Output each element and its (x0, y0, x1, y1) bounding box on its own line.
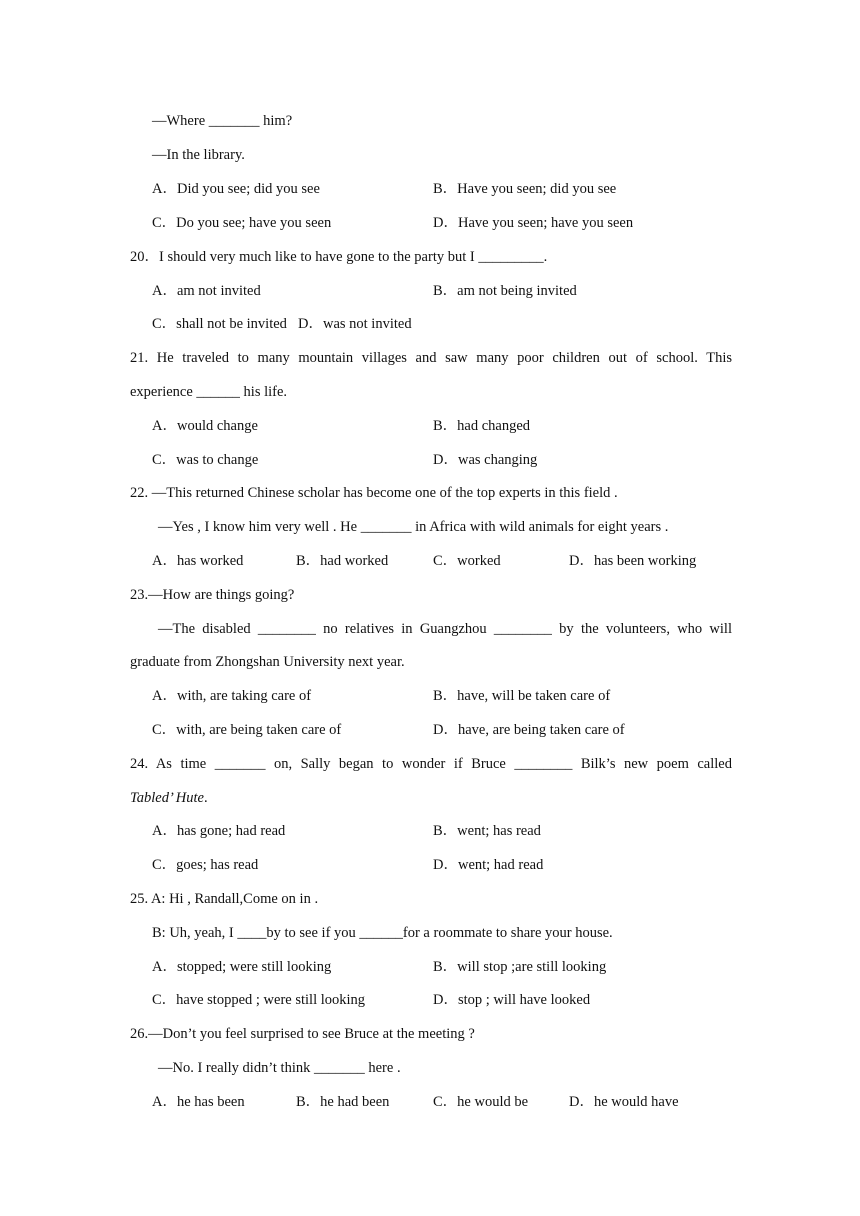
q23-option-b: B．have, will be taken care of (433, 688, 611, 704)
q22-option-a: A．has worked (152, 553, 244, 569)
q23-stem-line2: —The disabled ________ no relatives in Guangzhou ________ by the volunteers, who will (158, 621, 732, 637)
q23-stem-line3: graduate from Zhongshan University next year. (130, 654, 405, 670)
q23-option-c: C．with, are being taken care of (152, 722, 342, 738)
q22-option-c: C．worked (433, 553, 501, 569)
q25-option-d: D．stop ; will have looked (433, 992, 591, 1008)
q21-option-c: C．was to change (152, 452, 259, 468)
q21-option-b: B．had changed (433, 418, 531, 434)
q26-option-b: B．he had been (296, 1094, 390, 1110)
q21-option-a: A．would change (152, 418, 258, 434)
q23-stem-line1: 23.—How are things going? (130, 587, 295, 603)
q25-option-b: B．will stop ;are still looking (433, 959, 607, 975)
q21-stem-line1: 21. He traveled to many mountain villages and saw many poor children out of school. This (130, 350, 732, 366)
q21-stem-line2: experience ______ his life. (130, 384, 288, 400)
q20-option-a: A．am not invited (152, 283, 261, 299)
q22-stem-line2: —Yes , I know him very well . He _______ in Africa with wild animals for eight years . (158, 519, 669, 535)
q20-option-c: C．shall not be invited (152, 316, 287, 332)
q20-option-d: D．was not invited (298, 316, 412, 332)
q20-option-b: B．am not being invited (433, 283, 577, 299)
q19-option-b: B．Have you seen; did you see (433, 181, 617, 197)
q25-stem-line1: 25. A: Hi , Randall,Come on in . (130, 891, 319, 907)
q24-option-b: B．went; has read (433, 823, 541, 839)
q26-option-a: A．he has been (152, 1094, 245, 1110)
q26-stem-line1: 26.—Don’t you feel surprised to see Bruce at the meeting ? (130, 1026, 475, 1042)
q26-option-c: C．he would be (433, 1094, 529, 1110)
dialog-line-library: —In the library. (152, 147, 245, 163)
q22-option-b: B．had worked (296, 553, 389, 569)
q23-option-d: D．have, are being taken care of (433, 722, 625, 738)
poem-title: Tabled’ Hute (130, 790, 204, 806)
q19-option-c: C．Do you see; have you seen (152, 215, 332, 231)
dialog-line-where: —Where _______ him? (152, 113, 293, 129)
q24-stem-line1: 24. As time _______ on, Sally began to wonder if Bruce ________ Bilk’s new poem called (130, 756, 732, 772)
q24-option-d: D．went; had read (433, 857, 544, 873)
q26-stem-line2: —No. I really didn’t think _______ here . (158, 1060, 401, 1076)
q24-option-a: A．has gone; had read (152, 823, 286, 839)
q22-option-d: D．has been working (569, 553, 697, 569)
q24-stem-line2 (130, 788, 732, 808)
q21-option-d: D．was changing (433, 452, 538, 468)
q26-option-d: D．he would have (569, 1094, 679, 1110)
q19-option-a: A．Did you see; did you see (152, 181, 320, 197)
q23-option-a: A．with, are taking care of (152, 688, 312, 704)
q20-stem: 20．I should very much like to have gone to the party but I _________. (130, 249, 548, 265)
q24-option-c: C．goes; has read (152, 857, 259, 873)
q25-option-c: C．have stopped ; were still looking (152, 992, 366, 1008)
poem-title-period: . (203, 790, 208, 806)
q25-stem-line2: B: Uh, yeah, I ____by to see if you ______for a roommate to share your house. (152, 925, 613, 941)
q19-option-d: D．Have you seen; have you seen (433, 215, 634, 231)
q25-option-a: A．stopped; were still looking (152, 959, 332, 975)
q22-stem-line1: 22. —This returned Chinese scholar has become one of the top experts in this field . (130, 485, 618, 501)
